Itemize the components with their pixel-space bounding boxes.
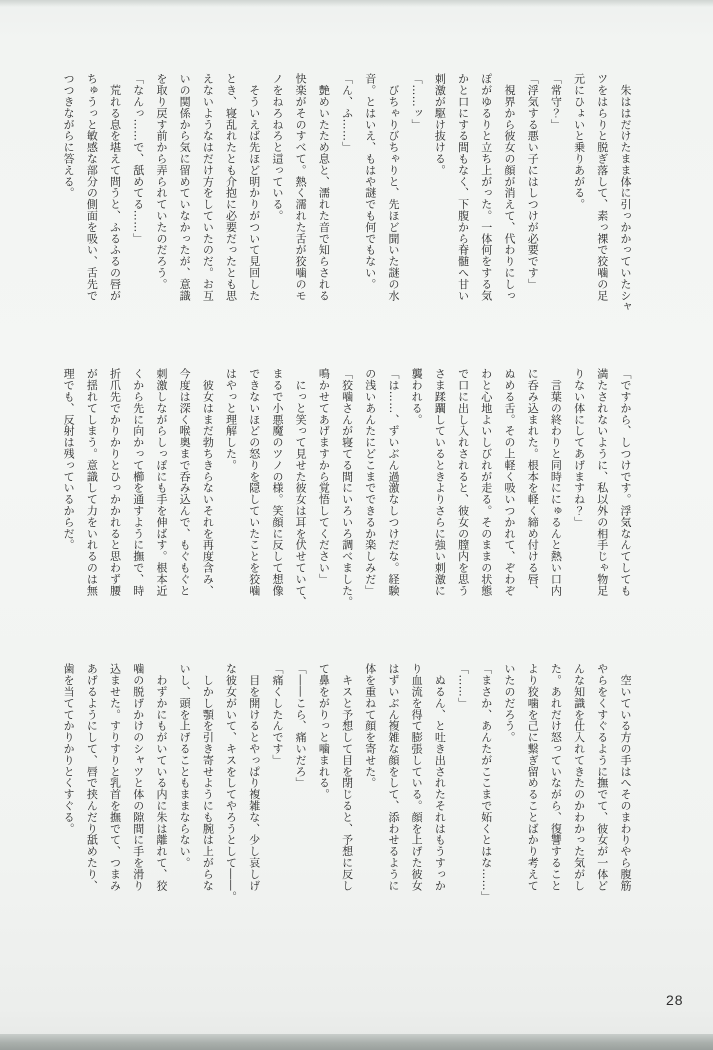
text-column: 「ですから、しつけです。浮気なんてしても <box>619 368 632 596</box>
text-column: かと口にする間もなく、下腹から脊髄へ甘い <box>456 73 470 301</box>
text-column: えないようなはだけ方をしていたのだ。お互 <box>201 73 215 301</box>
text-column: いたのだろう。 <box>502 663 516 743</box>
text-column: できないほどの怒りを隠していたことを狡噛 <box>247 368 261 596</box>
text-column: 噛の脱げかけのシャツと体の隙間に手を滑り <box>131 663 145 891</box>
text-band-1 <box>57 73 637 354</box>
text-column: の浅いあんたにどこまでできるか楽しみだ」 <box>363 368 377 596</box>
text-column: 「――こら、痛いだろ」 <box>294 663 308 789</box>
text-column: が揺れてしまう。意識して力をいれるのは無 <box>85 368 99 596</box>
text-column: あげるようにして、唇で挟んだり舐めたり、 <box>85 663 99 891</box>
page-bottom-shadow <box>0 1034 713 1050</box>
text-column: 理でも、反射は残っているからだ。 <box>62 368 76 551</box>
text-column: た。あれだけ怒っていながら、復讐すること <box>549 663 563 891</box>
text-column: 歯を当ててかりかりとくすぐる。 <box>62 663 76 834</box>
text-column: 「まさか、あんたがここまで妬くとはな……」 <box>479 663 493 903</box>
text-column: ちゅうっと敏感な部分の側面を吸い、舌先で <box>85 73 99 301</box>
text-column: りない体にしてあげますね？」 <box>572 368 586 528</box>
text-column: ぬるん、と吐き出されたそれはもうすっか <box>433 663 447 891</box>
text-column: いし、頭を上げることもままならない。 <box>178 663 192 869</box>
text-column: わと心地よいしびれが走る。そのままの状態 <box>479 368 493 596</box>
text-column: 視界から彼女の顔が消えて、代わりにしっ <box>502 73 516 301</box>
text-column: くから先に向かって櫛を通すように撫で、時 <box>131 368 145 596</box>
text-column: 刺激が駆け抜ける。 <box>433 73 447 176</box>
text-column: 「狡噛さんが寝てる間にいろいろ調べました。 <box>340 368 354 608</box>
text-column: 「痛くしたんです」 <box>270 663 284 766</box>
text-column: より狡噛を己に繋ぎ留めることばかり考えて <box>526 663 540 891</box>
text-area <box>57 73 637 958</box>
text-column: ツをはらりと脱ぎ落して、素っ裸で狡噛の足 <box>595 73 609 301</box>
text-column: 「ん、ふ……」 <box>340 73 354 153</box>
text-column: 音。とはいえ、もはや謎でも何でもない。 <box>363 73 377 290</box>
text-column: 鳴かせてあげますから覚悟してください」 <box>317 368 331 585</box>
text-column: さま蹂躙しているときよりさらに強い刺激に <box>433 368 447 596</box>
text-column: 襲われる。 <box>410 368 424 425</box>
text-column: びちゃりびちゃりと、先ほど聞いた謎の水 <box>386 73 400 301</box>
text-column: 空いている方の手はへそのまわりやら腹筋 <box>619 663 632 891</box>
text-column: しかし顎を引き寄せようにも腕は上がらな <box>201 663 215 891</box>
text-column: つつきながらに答える。 <box>62 73 76 199</box>
text-column: 体を重ねて顔を寄せた。 <box>363 663 377 789</box>
text-column: キスと予想して目を閉じると、予想に反し <box>340 663 354 891</box>
text-column: て鼻をがりっと噛まれる。 <box>317 663 331 800</box>
text-band-2 <box>57 368 637 649</box>
text-column: 「常守？」 <box>549 73 563 130</box>
text-column: ぬめる舌。その上軽く吸いつかれて、ぞわぞ <box>502 368 516 596</box>
text-column: 「なんっ……で、舐めてる……」 <box>131 73 145 244</box>
text-column: 荒れる息を堪えて問うと、ふるふるの唇が <box>108 73 122 301</box>
text-column: にっと笑って見せた彼女は耳を伏せていて、 <box>294 368 308 608</box>
text-column: 「は……、ずいぶん過激なしつけだな。経験 <box>386 368 400 596</box>
text-column: 朱ははだけたまま体に引っかかっていたシャ <box>619 73 632 313</box>
text-column: に呑み込まれた。根本を軽く締め付ける唇、 <box>526 368 540 596</box>
text-column: 込ませた。すりすりと乳首を撫でて、つまみ <box>108 663 122 891</box>
text-column: わずかにもがいている内に朱は離れて、狡 <box>154 663 168 891</box>
text-column: 元にひょいと乗りあがる。 <box>572 73 586 210</box>
text-column: はやっと理解した。 <box>224 368 238 471</box>
text-column: まるで小悪魔のツノの様。笑顔に反して想像 <box>270 368 284 596</box>
text-column: 彼女はまだ勃ちきらないそれを再度含み、 <box>201 368 215 596</box>
text-column: とき、寝乱れたとも介抱に必要だったとも思 <box>224 73 238 301</box>
text-column: 言葉の終わりと同時ににゅるんと熱い口内 <box>549 368 563 596</box>
text-column: り血流を得て膨張している。顔を上げた彼女 <box>410 663 424 891</box>
text-column: 快楽がそのすべて。熱く濡れた舌が狡噛のモ <box>294 73 308 301</box>
text-column: 「浮気する悪い子にはしつけが必要です」 <box>526 73 540 290</box>
text-column: 「……」 <box>456 663 470 709</box>
text-column: 目を開けるとやっぱり複雑な、少し哀しげ <box>247 663 261 891</box>
text-column: はずいぶん複雑な顔をして、添わせるように <box>386 663 400 891</box>
text-column: そういえば先ほど明かりがついて見回した <box>247 73 261 301</box>
text-column: 今度は深く喉奥まで呑み込んで、もぐもぐと <box>178 368 192 596</box>
text-band-3 <box>57 663 637 944</box>
text-column: 艶めいたため息と、濡れた音で知らされる <box>317 73 331 301</box>
text-column: を取り戻す前から弄られていたのだろう。 <box>154 73 168 290</box>
text-column: 折爪先でかりかりとひっかかれると思わず腰 <box>108 368 122 596</box>
text-column: いの関係から気に留めていなかったが、意識 <box>178 73 192 301</box>
text-column: な彼女がいて、キスをしてやろうとして――。 <box>224 663 238 903</box>
text-column: ノをねろねろと這っている。 <box>270 73 284 222</box>
page-number: 28 <box>666 992 684 1008</box>
text-column: 刺激しながらしっぽにも手を伸ばす。根本近 <box>154 368 168 596</box>
text-column: やらをくすぐるように撫でて、彼女が一体ど <box>595 663 609 891</box>
text-column: 満たされないように、私以外の相手じゃ物足 <box>595 368 609 596</box>
text-column: んな知識を仕入れてきたのかわかった気がし <box>572 663 586 891</box>
text-column: ぽがゆるりと立ち上がった。一体何をする気 <box>479 73 493 301</box>
text-column: で口に出し入れされると、彼女の膣内を思う <box>456 368 470 596</box>
text-column: 「……ッ」 <box>410 73 424 130</box>
